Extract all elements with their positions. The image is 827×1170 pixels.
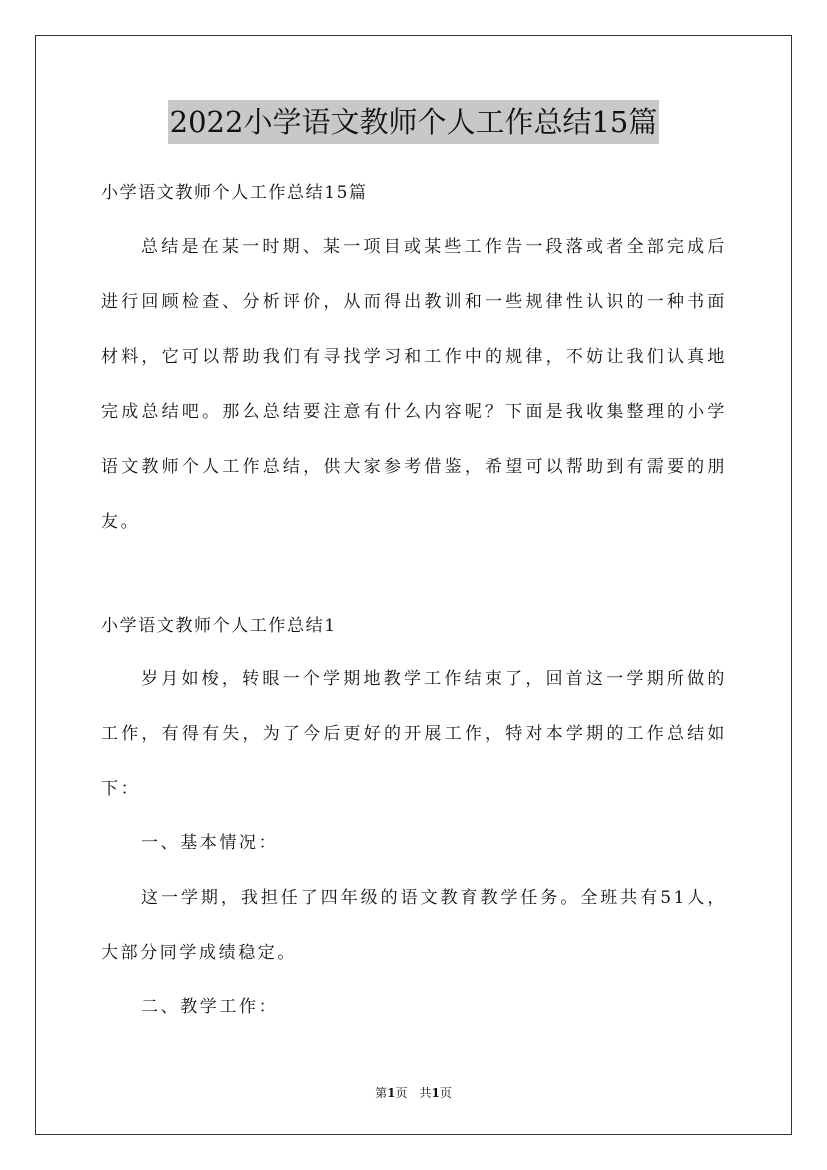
document-title	[0, 100, 827, 144]
footer-page-suffix: 页	[439, 1086, 452, 1100]
footer-page-prefix: 第	[375, 1086, 388, 1100]
heading-teaching-work: 二、教学工作：	[141, 997, 279, 1017]
section-1-paragraph: 岁月如梭，转眼一个学期地教学工作结束了，回首这一学期所做的工作，有得有失，为了今后更好的开展工作，特对本学期的工作总结如下：	[101, 669, 727, 799]
document-title-text: 2022小学语文教师个人工作总结15篇	[168, 100, 660, 144]
heading-basic-situation: 一、基本情况：	[141, 833, 279, 853]
intro-paragraph: 总结是在某一时期、某一项目或某些工作告一段落或者全部完成后进行回顾检查、分析评价，从而得出教训和一些规律性认识的一种书面材料，它可以帮助我们有寻找学习和工作中的规律，不妨让我们认真地完成总结吧。那么总结要注意有什么内容呢？下面是我收集整理的小学语文教师个人工作总结，供大家参考借鉴，希望可以帮助到有需要的朋友。	[101, 237, 727, 532]
section-1-title: 小学语文教师个人工作总结1	[101, 616, 337, 636]
footer-page-mid: 页 共	[395, 1086, 432, 1100]
page-footer	[0, 1085, 827, 1101]
document-subtitle: 小学语文教师个人工作总结15篇	[101, 183, 368, 203]
footer-total-pages: 1	[431, 1086, 440, 1100]
footer-page-number: 1	[387, 1086, 396, 1100]
basic-situation-paragraph: 这一学期，我担任了四年级的语文教育教学任务。全班共有51人，大部分同学成绩稳定。	[101, 888, 727, 963]
